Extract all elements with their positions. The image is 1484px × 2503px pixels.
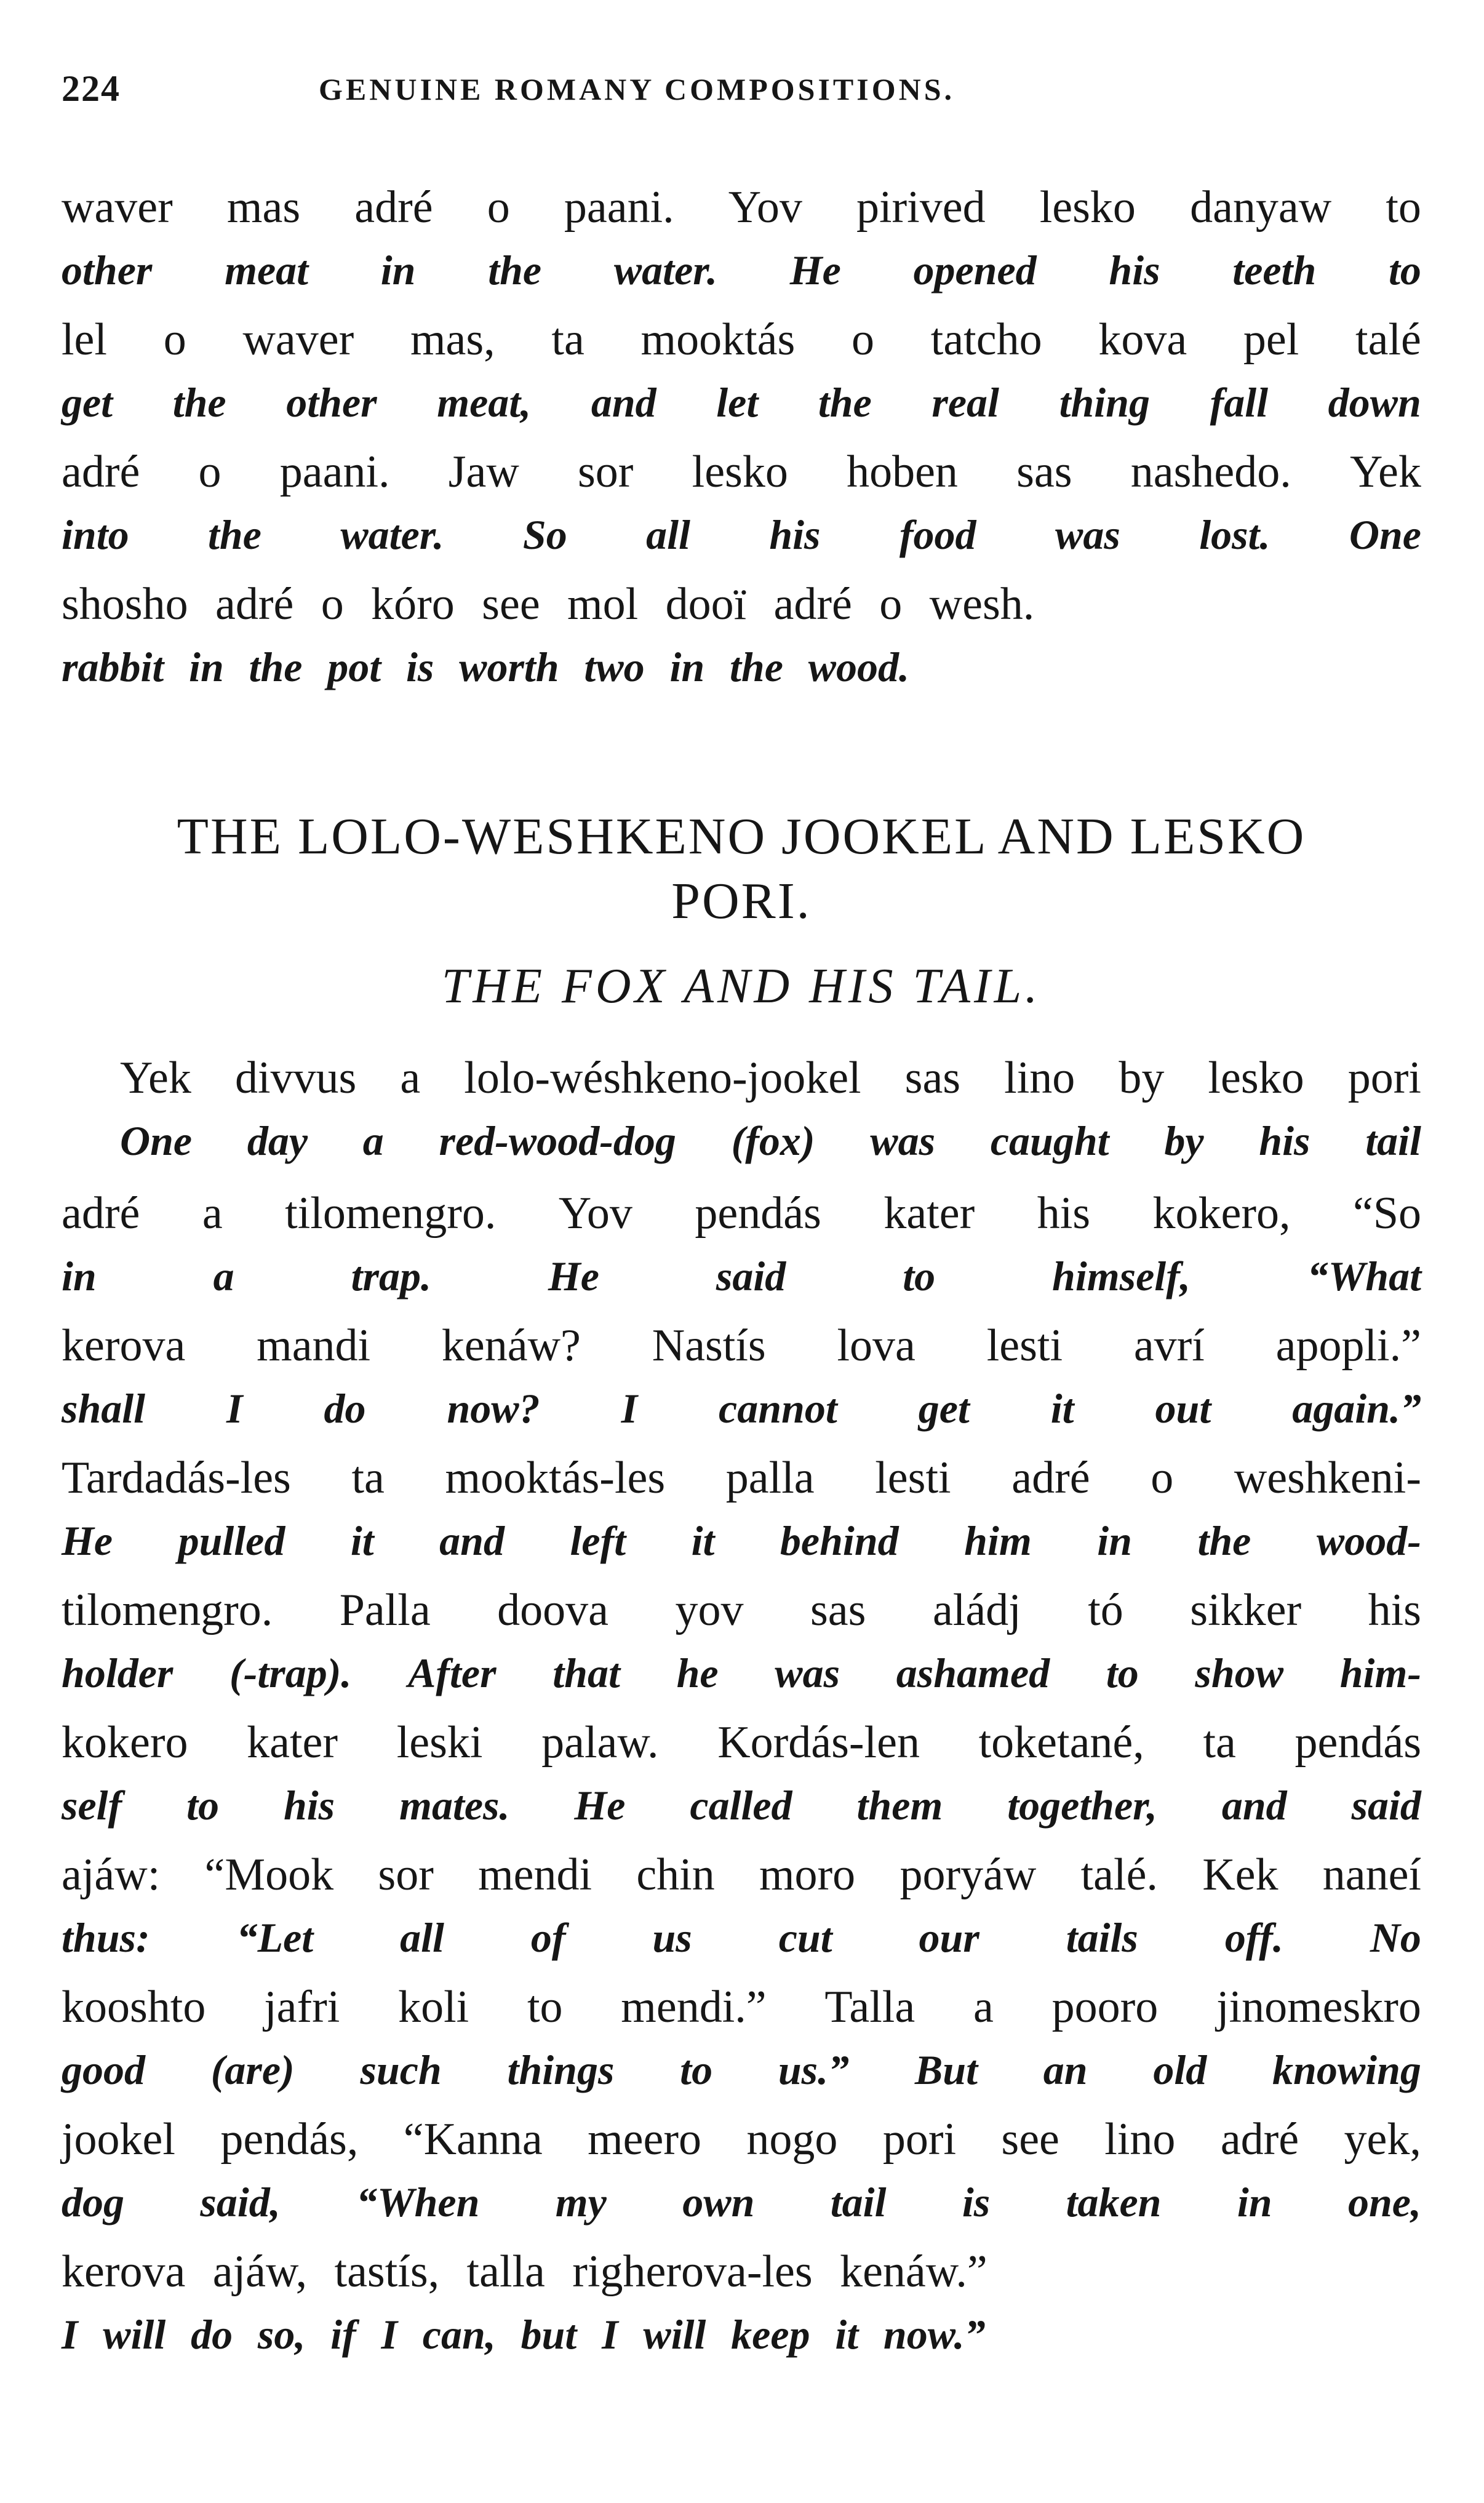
page-number: 224 [62,68,121,109]
romany-line: kerova mandi kenáw? Nastís lova lesti avrí apopli.” [62,1320,1421,1371]
translation-line: holder (-trap). After that he was ashamed to show him- [62,1650,1421,1696]
translation-line: He pulled it and left it behind him in the wood- [62,1517,1421,1564]
section-title-line-2: PORI. [671,872,812,930]
romany-line: shosho adré o kóro see mol dooï adré o wesh. [62,579,1035,629]
romany-line: tilomengro. Palla doova yov sas aládj tó sikker his [62,1585,1421,1635]
translation-line: I will do so, if I can, but I will keep it now.” [62,2311,986,2358]
translation-line: good (are) such things to us.” But an old knowing [62,2046,1421,2093]
translation-line: in a trap. He said to himself, “What [62,1253,1421,1299]
section-title-line-1: THE LOLO-WESHKENO JOOKEL AND LESKO [177,808,1306,865]
romany-line: waver mas adré o paani. Yov pirived lesko danyaw to [62,182,1421,233]
romany-line: adré o paani. Jaw sor lesko hoben sas nashedo. Yek [62,447,1421,497]
romany-line: kokero kater leski palaw. Kordás-len toketané, ta pendás [62,1717,1421,1768]
romany-line: Yek divvus a lolo-wéshkeno-jookel sas lino by lesko pori [120,1053,1421,1103]
translation-line: into the water. So all his food was lost. One [62,511,1421,558]
romany-line: adré a tilomengro. Yov pendás kater his kokero, “So [62,1188,1421,1239]
romany-line: lel o waver mas, ta mooktás o tatcho kova pel talé [62,314,1421,365]
translation-line: self to his mates. He called them together, and said [62,1782,1421,1829]
translation-line: shall I do now? I cannot get it out again.” [62,1385,1421,1432]
translation-line: dog said, “When my own tail is taken in one, [62,2179,1421,2226]
translation-line: other meat in the water. He opened his teeth to [62,247,1421,293]
romany-line: kooshto jafri koli to mendi.” Talla a pooro jinomeskro [62,1982,1421,2032]
translation-line: One day a red-wood-dog (fox) was caught by his tail [120,1117,1421,1164]
romany-line: ajáw: “Mook sor mendi chin moro poryáw talé. Kek naneí [62,1850,1421,1900]
translation-line: thus: “Let all of us cut our tails off. No [62,1914,1421,1961]
romany-line: jookel pendás, “Kanna meero nogo pori see lino adré yek, [62,2114,1421,2165]
section-subtitle: THE FOX AND HIS TAIL. [441,959,1042,1013]
running-title: GENUINE ROMANY COMPOSITIONS. [319,72,955,106]
page-header [62,68,1415,117]
romany-line: Tardadás-les ta mooktás-les palla lesti adré o weshkeni- [62,1453,1421,1503]
translation-line: get the other meat, and let the real thing fall down [62,379,1421,426]
translation-line: rabbit in the pot is worth two in the wood. [62,644,910,690]
romany-line: kerova ajáw, tastís, talla righerova-les kenáw.” [62,2246,987,2297]
